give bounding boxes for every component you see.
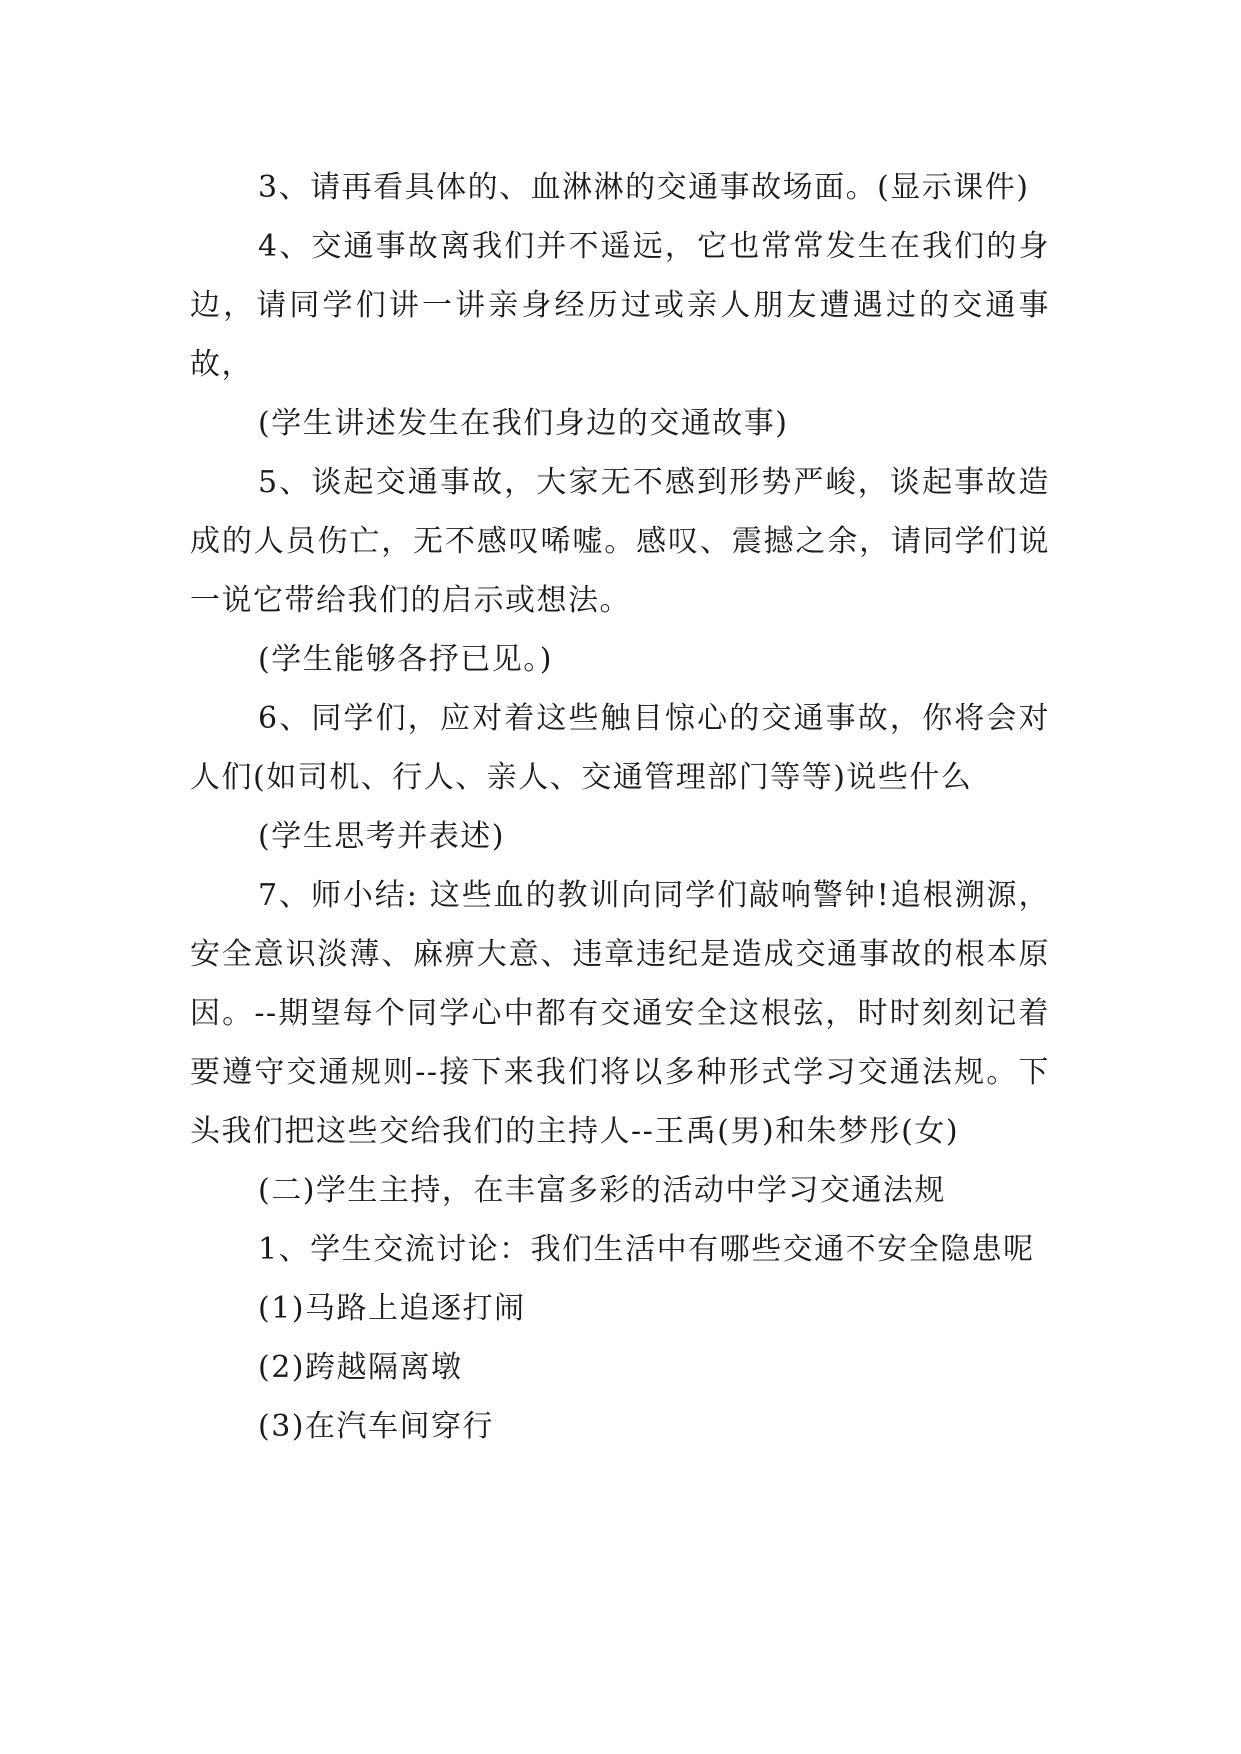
paragraph-student-thinking: (学生思考并表述) bbox=[258, 819, 505, 854]
paragraph-step-5: 5、谈起交通事故，大家无不感到形势严峻，谈起事故造成的人员伤亡，无不感叹唏嘘。感叹、震撼之余，请同学们说一说它带给我们的启示或想法。 bbox=[190, 465, 1050, 618]
paragraph-step-3: 3、请再看具体的、血淋淋的交通事故场面。(显示课件) bbox=[258, 170, 1030, 205]
paragraph-student-stories: (学生讲述发生在我们身边的交通故事) bbox=[258, 406, 789, 441]
paragraph-student-opinions: (学生能够各抒已见。) bbox=[258, 642, 553, 677]
list-item-1: (1)马路上追逐打闹 bbox=[258, 1291, 526, 1326]
section-heading-student-hosting: (二)学生主持，在丰富多彩的活动中学习交通法规 bbox=[258, 1173, 946, 1208]
list-item-2: (2)跨越隔离墩 bbox=[258, 1350, 463, 1385]
paragraph-step-4: 4、交通事故离我们并不遥远，它也常常发生在我们的身边，请同学们讲一讲亲身经历过或亲人朋友遭遇过的交通事故， bbox=[190, 229, 1050, 382]
paragraph-discussion: 1、学生交流讨论：我们生活中有哪些交通不安全隐患呢 bbox=[258, 1232, 1035, 1267]
document-body bbox=[190, 158, 1050, 1456]
paragraph-step-7-summary: 7、师小结: 这些血的教训向同学们敲响警钟!追根溯源，安全意识淡薄、麻痹大意、违章违纪是造成交通事故的根本原因。--期望每个同学心中都有交通安全这根弦，时时刻刻记着要遵守交通规则--接下来我们将以多种形式学习交通法规。下头我们把这些交给我们的主持人--王禹(男)和朱梦彤(女) bbox=[190, 878, 1050, 1149]
paragraph-step-6: 6、同学们，应对着这些触目惊心的交通事故，你将会对人们(如司机、行人、亲人、交通管理部门等等)说些什么 bbox=[190, 701, 1050, 795]
list-item-3: (3)在汽车间穿行 bbox=[258, 1409, 494, 1444]
